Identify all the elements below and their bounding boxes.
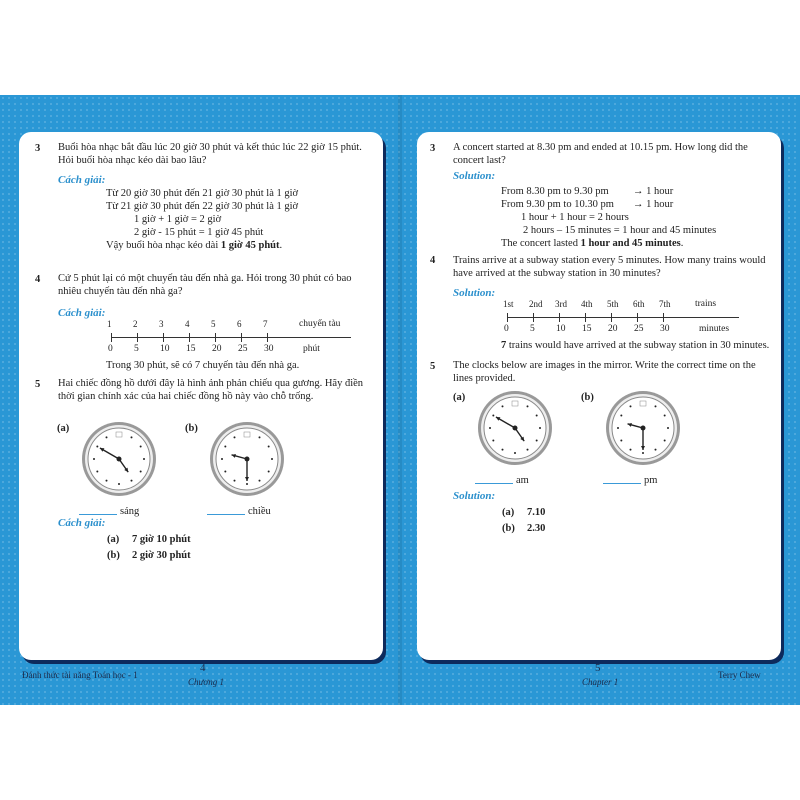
number-line-tick (215, 333, 216, 342)
clock-dot (246, 483, 248, 485)
number-line-tick (241, 333, 242, 342)
number-line-bottom-label: 10 (556, 324, 566, 334)
number-line-top-label: 7 (263, 319, 268, 329)
question-number: 4 (430, 255, 436, 266)
number-line (503, 299, 739, 337)
solution-line: Từ 20 giờ 30 phút đến 21 giờ 30 phút là 1 giờ (106, 188, 299, 199)
answer-label: (b) (502, 523, 515, 534)
clock-dot (221, 458, 223, 460)
clock-center (641, 426, 646, 431)
number-line-bottom-label: 15 (186, 344, 196, 354)
number-line-bottom-label: 15 (582, 324, 592, 334)
number-line-axis (111, 337, 351, 338)
clock-dot (492, 440, 494, 442)
clock-dot (131, 480, 133, 482)
clock-dot (536, 440, 538, 442)
number-line-top-label: 2nd (529, 299, 543, 309)
question-text: Hai chiếc đồng hồ dưới đây là hình ảnh phản chiếu qua gương. Hãy điền thời gian chính xác của hai chiếc đồng hồ này vào chỗ trống. (58, 378, 364, 402)
solution-line: 2 giờ - 15 phút = 1 giờ 45 phút (134, 227, 264, 238)
solution-line: 2 hours – 15 minutes = 1 hour and 45 minutes (523, 225, 717, 236)
clock-dot (642, 452, 644, 454)
answer-label: (a) (107, 534, 120, 545)
footer-chapter: Chapter 1 (582, 677, 619, 687)
footer-book-title: Đánh thức tài năng Toán học - 1 (22, 670, 138, 680)
number-line-tick (189, 333, 190, 342)
answer-blank-line[interactable] (475, 483, 513, 484)
number-line-bottom-label: 20 (212, 344, 222, 354)
clock-center (117, 457, 122, 462)
number-line-bottom-label: 30 (660, 324, 670, 334)
solution-line: Từ 21 giờ 30 phút đến 22 giờ 30 phút là 1 giờ (106, 201, 299, 212)
clock-dot (502, 449, 504, 451)
solution-label: Cách giải: (58, 174, 106, 186)
clock-dot (527, 405, 529, 407)
clock-dot (234, 436, 236, 438)
page-number: 4 (200, 662, 206, 674)
clock-dot (527, 449, 529, 451)
solution-label: Solution: (453, 170, 496, 182)
number-line-top-label: 1st (503, 299, 514, 309)
time-suffix: chiều (248, 506, 271, 517)
clock-dot (539, 427, 541, 429)
number-line-tick (585, 313, 586, 322)
number-line-tick (663, 313, 664, 322)
number-line-bottom-label: 25 (238, 344, 248, 354)
conclusion-text: trains would have arrived at the subway station in 30 minutes. (506, 340, 770, 351)
time-suffix: sáng (120, 506, 140, 517)
question-text: The clocks below are images in the mirror. Write the correct time on the lines provided. (453, 360, 756, 384)
answer-label: (b) (107, 550, 120, 561)
solution-line: From 9.30 pm to 10.30 pm (501, 199, 614, 210)
number-line-top-label: 3rd (555, 299, 567, 309)
number-line-top-label: 1 (107, 319, 112, 329)
conclusion-answer: 1 giờ 45 phút (220, 240, 280, 251)
number-line-top-label: 3 (159, 319, 164, 329)
number-line (107, 319, 351, 357)
answer-blank-line[interactable] (207, 514, 245, 515)
number-line-tick (267, 333, 268, 342)
number-line-axis (507, 317, 739, 318)
mirror-clock (603, 388, 683, 468)
clock-dot (140, 471, 142, 473)
clock-dot (630, 449, 632, 451)
clock-center (513, 426, 518, 431)
number-line-tick (611, 313, 612, 322)
answer-value: 7 giờ 10 phút (132, 534, 191, 545)
solution-conclusion: Trong 30 phút, sẽ có 7 chuyến tàu đến nhà ga. (106, 360, 300, 371)
number-line-bottom-label: 0 (108, 344, 113, 354)
time-suffix: pm (644, 475, 658, 486)
clock-dot (118, 483, 120, 485)
solution-line: From 8.30 pm to 9.30 pm (501, 186, 609, 197)
solution-arrow-result: → 1 hour (633, 186, 674, 197)
solution-label: Solution: (453, 287, 496, 299)
clock-dot (664, 440, 666, 442)
number-line-bottom-label: 5 (134, 344, 139, 354)
clock-dot (224, 446, 226, 448)
question-number: 5 (35, 379, 41, 390)
answer-blank-line[interactable] (603, 483, 641, 484)
conclusion-answer: 1 hour and 45 minutes (580, 238, 681, 249)
clock-dot (259, 436, 261, 438)
clock-dot (514, 452, 516, 454)
clock-dot (620, 415, 622, 417)
question-text: Buổi hòa nhạc bắt đầu lúc 20 giờ 30 phút và kết thúc lúc 22 giờ 15 phút. Hỏi buổi hòa nhạc kéo dài bao lâu? (58, 142, 362, 166)
clock-dot (224, 471, 226, 473)
clock-dot (259, 480, 261, 482)
clock-dot (234, 480, 236, 482)
number-line-top-unit: trains (695, 299, 717, 309)
question-number: 5 (430, 361, 436, 372)
clock-label: (a) (453, 392, 466, 403)
clock-dot (271, 458, 273, 460)
clock-dot (268, 471, 270, 473)
solution-conclusion (501, 339, 769, 352)
clock-dot (131, 436, 133, 438)
clock-dot (664, 415, 666, 417)
left-page (19, 132, 383, 660)
footer-author: Terry Chew (718, 670, 761, 680)
clock-dot (106, 436, 108, 438)
question-text: A concert started at 8.30 pm and ended at 10.15 pm. How long did the concert last? (453, 142, 748, 166)
mirror-clock (79, 419, 159, 499)
number-line-bottom-unit: phút (303, 344, 320, 354)
clock-dot (140, 446, 142, 448)
solution-conclusion (106, 239, 282, 252)
number-line-top-label: 6 (237, 319, 242, 329)
clock-dot (492, 415, 494, 417)
solution-line: 1 hour + 1 hour = 2 hours (521, 212, 629, 223)
question-text: Cứ 5 phút lại có một chuyến tàu đến nhà ga. Hỏi trong 30 phút có bao nhiêu chuyến tàu đến nhà ga? (58, 273, 352, 297)
number-line-bottom-label: 25 (634, 324, 644, 334)
number-line-bottom-label: 30 (264, 344, 274, 354)
clock-dot (630, 405, 632, 407)
answer-blank-line[interactable] (79, 514, 117, 515)
number-line-tick (559, 313, 560, 322)
answer-value: 2.30 (527, 523, 546, 534)
solution-conclusion (501, 237, 683, 250)
conclusion-text: Vậy buổi hòa nhạc kéo dài (106, 240, 221, 251)
question-number: 3 (430, 143, 436, 154)
clock-dot (536, 415, 538, 417)
footer-chapter: Chương 1 (188, 677, 224, 687)
number-line-top-label: 5 (211, 319, 216, 329)
number-line-top-label: 6th (633, 299, 645, 309)
number-line-tick (137, 333, 138, 342)
clock-dot (667, 427, 669, 429)
question-number: 4 (35, 274, 41, 285)
answer-value: 7.10 (527, 507, 546, 518)
solution-label: Cách giải: (58, 307, 106, 319)
clock-dot (96, 446, 98, 448)
clock-dot (655, 405, 657, 407)
clock-dot (96, 471, 98, 473)
clock-dot (93, 458, 95, 460)
number-line-top-unit: chuyến tàu (299, 319, 341, 329)
solution-arrow-result: → 1 hour (633, 199, 674, 210)
number-line-top-label: 4th (581, 299, 593, 309)
number-line-top-label: 4 (185, 319, 190, 329)
number-line-tick (507, 313, 508, 322)
clock-dot (620, 440, 622, 442)
conclusion-text: The concert lasted (501, 238, 581, 249)
clock-label: (b) (581, 392, 594, 403)
clock-dot (106, 480, 108, 482)
solution-label: Cách giải: (58, 517, 106, 529)
number-line-tick (163, 333, 164, 342)
clock-center (245, 457, 250, 462)
number-line-tick (533, 313, 534, 322)
number-line-bottom-label: 0 (504, 324, 509, 334)
conclusion-end: . (279, 240, 283, 251)
number-line-top-label: 7th (659, 299, 671, 309)
clock-dot (143, 458, 145, 460)
clock-label: (a) (57, 423, 70, 434)
book-gutter (398, 95, 402, 705)
number-line-top-label: 5th (607, 299, 619, 309)
clock-dot (655, 449, 657, 451)
question-text: Trains arrive at a subway station every 5 minutes. How many trains would have arrived at the subway station in 30 minutes? (453, 255, 766, 279)
number-line-top-label: 2 (133, 319, 138, 329)
number-line-bottom-label: 20 (608, 324, 618, 334)
clock-dot (617, 427, 619, 429)
mirror-clock (475, 388, 555, 468)
answer-value: 2 giờ 30 phút (132, 550, 191, 561)
conclusion-end: . (680, 238, 684, 249)
answer-label: (a) (502, 507, 515, 518)
question-number: 3 (35, 143, 41, 154)
mirror-clock (207, 419, 287, 499)
number-line-bottom-unit: minutes (699, 324, 730, 334)
page-number: 5 (595, 662, 601, 674)
time-suffix: am (516, 475, 529, 486)
number-line-bottom-label: 5 (530, 324, 535, 334)
clock-dot (489, 427, 491, 429)
number-line-bottom-label: 10 (160, 344, 170, 354)
clock-dot (502, 405, 504, 407)
right-page (417, 132, 781, 660)
solution-line: 1 giờ + 1 giờ = 2 giờ (134, 214, 222, 225)
number-line-tick (111, 333, 112, 342)
clock-dot (268, 446, 270, 448)
clock-label: (b) (185, 423, 198, 434)
number-line-tick (637, 313, 638, 322)
solution-label: Solution: (453, 490, 496, 502)
conclusion-answer: 7 (501, 340, 507, 351)
